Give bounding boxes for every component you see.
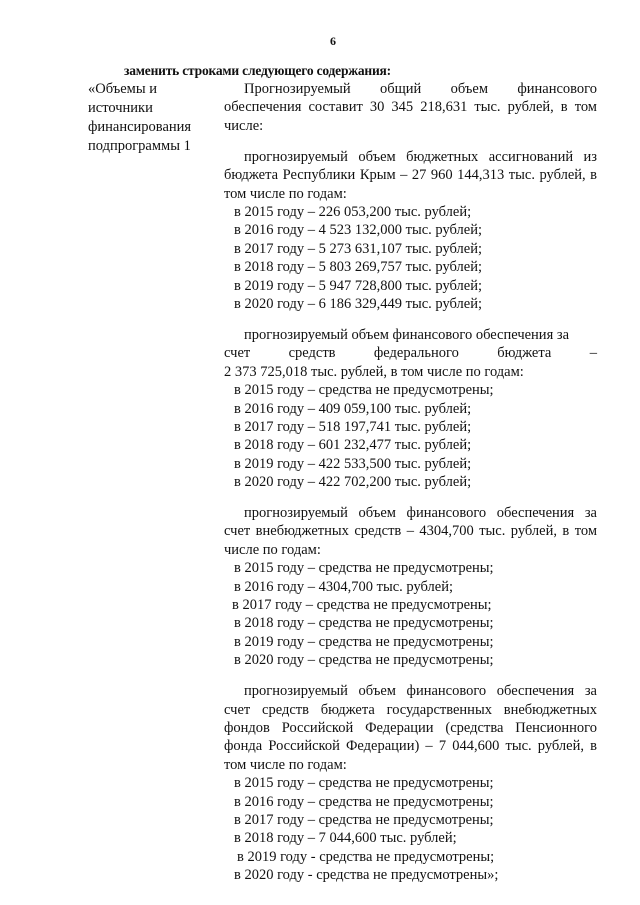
year-item: в 2015 году – 226 053,200 тыс. рублей; <box>234 203 472 220</box>
year-item: в 2017 году – 518 197,741 тыс. рублей; <box>234 418 472 435</box>
year-item: в 2018 году – 5 803 269,757 тыс. рублей; <box>234 259 483 276</box>
year-item: в 2017 году – средства не предусмотрены; <box>234 812 494 829</box>
year-item: в 2019 году – средства не предусмотрены; <box>234 633 494 650</box>
year-list <box>224 559 597 669</box>
year-item: в 2018 году – средства не предусмотрены; <box>234 615 494 632</box>
funding-block-crimea-budget <box>224 148 597 314</box>
year-list <box>224 381 597 491</box>
lead-word: – <box>589 345 597 362</box>
row-label-line: финансирования <box>88 119 192 135</box>
funding-block-lead-end: 2 373 725,018 тыс. рублей, в том числе по годам: <box>224 363 524 380</box>
funding-block-federal-budget <box>224 326 597 492</box>
funding-block-lead: прогнозируемый объем финансового обеспечения за <box>244 326 570 343</box>
row-label <box>88 80 228 156</box>
row-label-line: «Объемы и <box>88 81 157 97</box>
total-funding-summary: Прогнозируемый общий объем финансового обеспечения составит 30 345 218,631 тыс. рублей, в том числе: <box>224 81 597 134</box>
year-item: в 2020 году – 422 702,200 тыс. рублей; <box>234 474 472 491</box>
year-item: в 2020 году – 6 186 329,449 тыс. рублей; <box>234 295 483 312</box>
funding-block-lead: прогнозируемый объем финансового обеспечения за счет средств бюджета государственных внебюджетных фондов Российской Федерации (средства Пенсионного фонда Российской Федерации) – 7 044,600 тыс. рублей, в том числе по годам: <box>224 683 597 773</box>
year-list <box>224 203 597 313</box>
funding-block-lead: прогнозируемый объем финансового обеспечения за счет внебюджетных средств – 4304,700 тыс. рублей, в том числе по годам: <box>224 505 597 558</box>
funding-block-pension-fund <box>224 682 597 884</box>
year-item: в 2015 году – средства не предусмотрены; <box>234 775 494 792</box>
year-item: в 2016 году – средства не предусмотрены; <box>234 793 494 810</box>
year-item: в 2015 году – средства не предусмотрены; <box>234 560 494 577</box>
funding-block-lead: прогнозируемый объем бюджетных ассигнований из бюджета Республики Крым – 27 960 144,313 тыс. рублей, в том числе по годам: <box>224 148 597 202</box>
year-item: в 2019 году - средства не предусмотрены; <box>237 848 495 865</box>
year-item: в 2017 году – 5 273 631,107 тыс. рублей; <box>234 240 483 257</box>
funding-block-extrabudgetary <box>224 504 597 670</box>
year-item: в 2016 году – 4 523 132,000 тыс. рублей; <box>234 222 483 239</box>
lead-word: бюджета <box>497 345 552 362</box>
year-item: в 2018 году – 601 232,477 тыс. рублей; <box>234 437 472 454</box>
lead-word: средств <box>288 345 336 362</box>
year-item: в 2016 году – 4304,700 тыс. рублей; <box>234 578 454 595</box>
row-label-line: источники <box>88 100 153 116</box>
year-item: в 2019 году – 5 947 728,800 тыс. рублей; <box>234 277 483 294</box>
year-item: в 2019 году – 422 533,500 тыс. рублей; <box>234 455 472 472</box>
year-item: в 2016 году – 409 059,100 тыс. рублей; <box>234 400 472 417</box>
page-number: 6 <box>330 34 336 48</box>
lead-word: федерального <box>373 345 459 362</box>
funding-block-lead-distributed <box>224 344 597 362</box>
year-item: в 2020 году – средства не предусмотрены; <box>234 652 494 669</box>
year-list <box>224 774 597 884</box>
year-item: в 2020 году - средства не предусмотрены»; <box>234 867 499 884</box>
lead-word: счет <box>224 345 251 362</box>
replacement-intro: заменить строками следующего содержания: <box>124 63 391 78</box>
year-item: в 2017 году – средства не предусмотрены; <box>232 597 492 614</box>
year-item: в 2015 году – средства не предусмотрены; <box>234 382 494 399</box>
row-label-line: подпрограммы 1 <box>88 138 191 154</box>
year-item: в 2018 году – 7 044,600 тыс. рублей; <box>234 830 457 847</box>
funding-text <box>224 80 597 885</box>
